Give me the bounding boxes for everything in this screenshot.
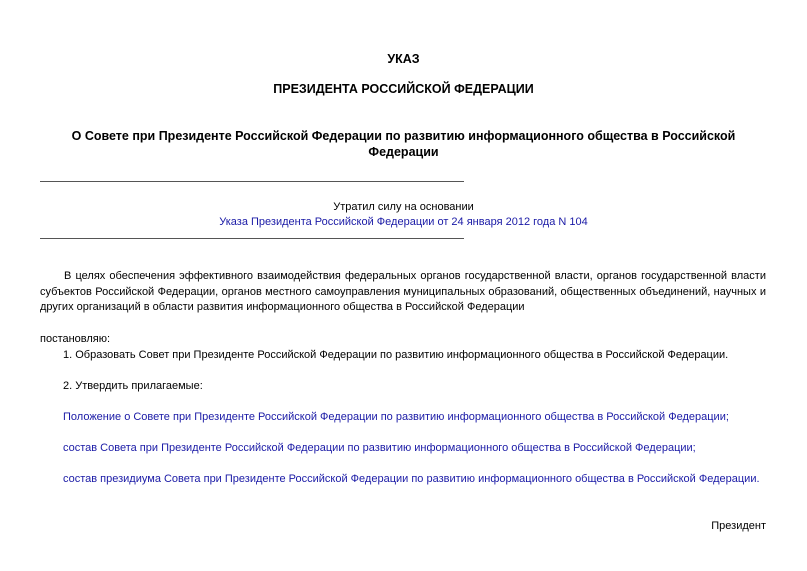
approved-link-presidium-composition[interactable]: состав президиума Совета при Президенте Российской Федерации по развитию информационного общества в Российской Федерации.	[63, 473, 760, 485]
preamble-paragraph: В целях обеспечения эффективного взаимодействия федеральных органов государственной власти, органов государственной власти субъектов Российской Федерации, органов местного самоуправления муниципальных образований, общественных объединений, научных и других организаций в области развития информационного общества в Российской Федерации	[40, 270, 766, 313]
decree-item-2: 2. Утвердить прилагаемые:	[63, 380, 203, 392]
document-type-heading: УКАЗ	[387, 52, 420, 66]
approved-link-regulation[interactable]: Положение о Совете при Президенте Российской Федерации по развитию информационного общества в Российской Федерации;	[63, 411, 729, 423]
decree-item-1: 1. Образовать Совет при Президенте Российской Федерации по развитию информационного общества в Российской Федерации.	[63, 349, 729, 361]
status-note-text: Утратил силу на основании	[333, 201, 474, 213]
status-note-link[interactable]: Указа Президента Российской Федерации от 24 января 2012 года N 104	[219, 216, 588, 228]
decree-word: постановляю:	[40, 333, 111, 345]
document-subject-title: О Совете при Президенте Российской Федерации по развитию информационного общества в Российской Федерации	[71, 129, 736, 159]
signature-title: Президент	[711, 520, 766, 532]
status-top-divider	[40, 181, 464, 182]
issuer-heading: ПРЕЗИДЕНТА РОССИЙСКОЙ ФЕДЕРАЦИИ	[273, 82, 534, 96]
status-bottom-divider	[40, 238, 464, 239]
approved-link-council-composition[interactable]: состав Совета при Президенте Российской Федерации по развитию информационного общества в Российской Федерации;	[63, 442, 696, 454]
